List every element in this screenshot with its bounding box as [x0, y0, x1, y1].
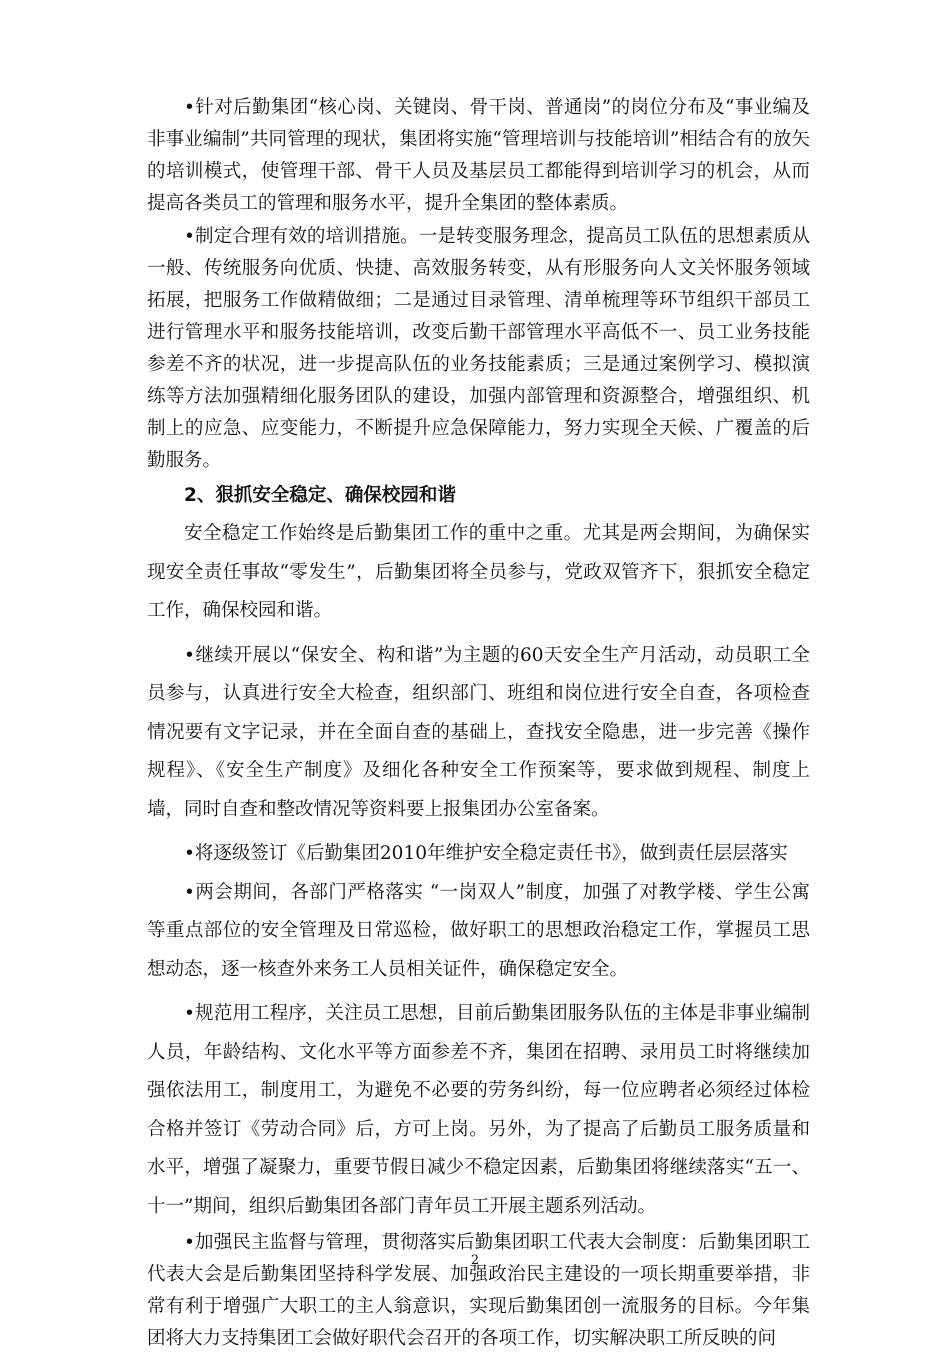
paragraph-employment: •规范用工程序，关注员工思想，目前后勤集团服务队伍的主体是非事业编制人员，年龄结构、文化水平等方面参差不齐，集团在招聘、录用员工时将继续加强依法用工，制度用工，为避免不必要的劳务纠纷，每一位应聘者必须经过体检合格并签订《劳动合同》后，方可上岗。另外，为了提高了后勤员工服务质量和水平，增强了凝聚力，重要节假日减少不稳定因素，后勤集团将继续落实“五一、十一”期间，组织后勤集团各部门青年员工开展主题系列活动。: [147, 1003, 810, 1217]
paragraph-democratic-supervision: •加强民主监督与管理，贯彻落实后勤集团职工代表大会制度：后勤集团职工代表大会是后勤集团坚持科学发展、加强政治民主建设的一项长期重要举措，非常有利于增强广大职工的主人翁意识，实现后勤集团创一流服务的目标。今年集团将大力支持集团工会做好职代会召开的各项工作，切实解决职工所反映的问: [147, 1232, 810, 1349]
paragraph-two-sessions: •两会期间，各部门严格落实 “一岗双人”制度，加强了对教学楼、学生公寓等重点部位的安全管理及日常巡检，做好职工的思想政治稳定工作，掌握员工思想动态，逐一核查外来务工人员相关证件，确保稳定安全。: [147, 881, 810, 980]
paragraph-safety-month: •继续开展以“保安全、构和谐”为主题的60天安全生产月活动，动员职工全员参与，认真进行安全大检查，组织部门、班组和岗位进行安全自查，各项检查情况要有文字记录，并在全面自查的基础上，查找安全隐患，进一步完善《操作规程》、《安全生产制度》及细化各种安全工作预案等，要求做到规程、制度上墙，同时自查和整改情况等资料要上报集团办公室备案。: [147, 644, 810, 820]
document-body: [147, 92, 810, 1355]
paragraph-responsibility: •将逐级签订《后勤集团2010年维护安全稳定责任书》，做到责任层层落实: [184, 843, 788, 864]
section-heading-safety: 2、狠抓安全稳定、确保校园和谐: [184, 485, 456, 506]
paragraph-training-mode: •针对后勤集团“核心岗、关键岗、骨干岗、普通岗”的岗位分布及“事业编及非事业编制”共同管理的现状，集团将实施“管理培训与技能培训”相结合有的放矢的培训模式，使管理干部、骨干人员及基层员工都能得到培训学习的机会，从而提高各类员工的管理和服务水平，提升全集团的整体素质。: [147, 97, 810, 214]
paragraph-training-measures: •制定合理有效的培训措施。一是转变服务理念，提高员工队伍的思想素质从一般、传统服务向优质、快捷、高效服务转变，从有形服务向人文关怀服务领域拓展，把服务工作做精做细；二是通过目录管理、清单梳理等环节组织干部员工进行管理水平和服务技能培训，改变后勤干部管理水平高低不一、员工业务技能参差不齐的状况，进一步提高队伍的业务技能素质；三是通过案例学习、模拟演练等方法加强精细化服务团队的建设，加强内部管理和资源整合，增强组织、机制上的应急、应变能力，不断提升应急保障能力，努力实现全天候、广覆盖的后勤服务。: [147, 226, 810, 471]
paragraph-safety-intro: 安全稳定工作始终是后勤集团工作的重中之重。尤其是两会期间，为确保实现安全责任事故“零发生”，后勤集团将全员参与，党政双管齐下，狠抓安全稳定工作，确保校园和谐。: [147, 523, 810, 621]
page-number: 2: [470, 1253, 480, 1268]
